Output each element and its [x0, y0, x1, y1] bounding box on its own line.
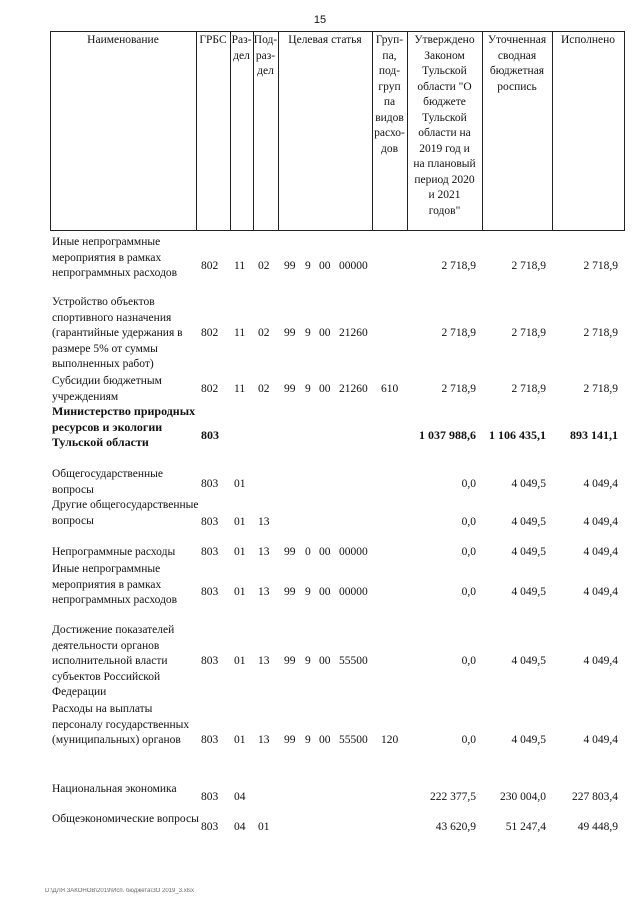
row-target-4: 00000 [339, 260, 368, 272]
row-name: Устройство объектов спортивного назначения (гарантийные удержания в размере 5% от суммы выполненных работ) [52, 296, 183, 370]
row-approved: 0,0 [461, 546, 476, 558]
row-podrazdel: 13 [258, 586, 270, 598]
col-divider [278, 31, 279, 231]
header-razdel: Раз- дел [231, 34, 252, 62]
row-grbs: 803 [201, 655, 219, 667]
row-name: Другие общегосударственные вопросы [52, 499, 199, 527]
row-executed: 4 049,4 [583, 516, 618, 528]
row-grbs: 803 [201, 791, 219, 803]
row-refined: 4 049,5 [511, 655, 546, 667]
row-approved: 222 377,5 [430, 791, 476, 803]
row-refined: 230 004,0 [500, 791, 546, 803]
col-divider [50, 31, 51, 231]
row-razdel: 11 [234, 383, 246, 395]
row-podrazdel: 02 [258, 260, 270, 272]
row-target-1: 99 [284, 734, 296, 746]
header-podrazdel: Под- раз- дел [253, 34, 278, 77]
row-expense-group: 120 [381, 734, 399, 746]
row-name: Общегосударственные вопросы [52, 468, 164, 496]
row-grbs: 802 [201, 383, 219, 395]
row-name: Достижение показателей деятельности органов исполнительной власти субъектов Российской Федерации [52, 624, 175, 698]
row-executed: 4 049,4 [583, 586, 618, 598]
row-executed: 893 141,1 [570, 428, 618, 442]
row-grbs: 803 [201, 428, 219, 442]
row-podrazdel: 13 [258, 516, 270, 528]
row-refined: 4 049,5 [511, 546, 546, 558]
col-divider [624, 31, 625, 231]
header-name: Наименование [87, 34, 159, 46]
row-target-2: 9 [305, 655, 311, 667]
row-razdel: 01 [234, 655, 246, 667]
row-refined: 2 718,9 [511, 327, 546, 339]
row-podrazdel: 13 [258, 734, 270, 746]
row-name: Министерство природных ресурсов и экологии Тульской области [52, 404, 196, 449]
row-podrazdel: 13 [258, 546, 270, 558]
row-podrazdel: 02 [258, 327, 270, 339]
row-name: Иные непрограммные мероприятия в рамках непрограммных расходов [52, 563, 178, 606]
row-refined: 51 247,4 [505, 821, 546, 833]
row-razdel: 11 [234, 327, 246, 339]
row-grbs: 803 [201, 546, 219, 558]
row-podrazdel: 13 [258, 655, 270, 667]
row-name: Субсидии бюджетным учреждениям [52, 375, 162, 403]
row-target-4: 21260 [339, 383, 368, 395]
row-approved: 43 620,9 [435, 821, 476, 833]
row-target-2: 9 [305, 383, 311, 395]
header-target-article: Целевая статья [288, 34, 362, 46]
row-refined: 4 049,5 [511, 586, 546, 598]
row-podrazdel: 02 [258, 383, 270, 395]
row-executed: 2 718,9 [583, 327, 618, 339]
row-target-3: 00 [319, 586, 331, 598]
row-refined: 2 718,9 [511, 383, 546, 395]
row-target-4: 55500 [339, 655, 368, 667]
row-approved: 0,0 [461, 586, 476, 598]
row-grbs: 803 [201, 516, 219, 528]
row-razdel: 01 [234, 546, 246, 558]
row-name: Непрограммные расходы [52, 546, 176, 558]
row-approved: 2 718,9 [441, 383, 476, 395]
row-approved: 0,0 [461, 655, 476, 667]
row-target-1: 99 [284, 546, 296, 558]
row-razdel: 11 [234, 260, 246, 272]
page-number: 15 [313, 14, 327, 26]
row-name: Национальная экономика [52, 783, 177, 795]
row-grbs: 803 [201, 478, 219, 490]
row-target-1: 99 [284, 327, 296, 339]
row-target-3: 00 [319, 327, 331, 339]
row-razdel: 01 [234, 478, 246, 490]
row-executed: 2 718,9 [583, 383, 618, 395]
row-target-1: 99 [284, 586, 296, 598]
row-executed: 2 718,9 [583, 260, 618, 272]
row-target-1: 99 [284, 260, 296, 272]
header-executed: Исполнено [560, 34, 616, 46]
row-target-2: 9 [305, 260, 311, 272]
row-target-3: 00 [319, 383, 331, 395]
row-grbs: 802 [201, 327, 219, 339]
row-approved: 0,0 [461, 734, 476, 746]
row-approved: 0,0 [461, 516, 476, 528]
row-refined: 2 718,9 [511, 260, 546, 272]
row-razdel: 04 [234, 821, 246, 833]
row-target-3: 00 [319, 546, 331, 558]
row-razdel: 01 [234, 734, 246, 746]
table-header [50, 31, 624, 231]
header-bottom-border [50, 230, 624, 231]
footer-file-path: D:\ДЛЯ ЗАКОНОВ\2019\Исп. бюджета\ЗО 2019_3.xlsx [45, 888, 195, 894]
header-approved: Утверждено Законом Тульской области "О бюджете Тульской области на 2019 год и на плановый период 2020 и 2021 годов" [413, 34, 476, 217]
row-grbs: 802 [201, 260, 219, 272]
row-refined: 4 049,5 [511, 734, 546, 746]
row-target-4: 21260 [339, 327, 368, 339]
row-podrazdel: 01 [258, 821, 270, 833]
row-name: Расходы на выплаты персоналу государственных (муниципальных) органов [52, 703, 190, 746]
col-divider [552, 31, 553, 231]
row-refined: 1 106 435,1 [489, 428, 546, 442]
row-target-4: 00000 [339, 546, 368, 558]
row-refined: 4 049,5 [511, 516, 546, 528]
row-razdel: 04 [234, 791, 246, 803]
row-target-4: 55500 [339, 734, 368, 746]
header-grbs: ГРБС [199, 34, 227, 46]
row-approved: 0,0 [461, 478, 476, 490]
row-approved: 2 718,9 [441, 327, 476, 339]
row-executed: 49 448,9 [577, 821, 618, 833]
row-grbs: 803 [201, 821, 219, 833]
row-approved: 2 718,9 [441, 260, 476, 272]
row-target-2: 9 [305, 586, 311, 598]
row-target-2: 0 [305, 546, 311, 558]
row-target-4: 00000 [339, 586, 368, 598]
row-executed: 4 049,4 [583, 478, 618, 490]
col-divider [196, 31, 197, 231]
row-razdel: 01 [234, 516, 246, 528]
row-name: Иные непрограммные мероприятия в рамках непрограммных расходов [52, 236, 178, 279]
row-grbs: 803 [201, 734, 219, 746]
row-approved: 1 037 988,6 [419, 428, 476, 442]
row-target-3: 00 [319, 655, 331, 667]
row-name: Общеэкономические вопросы [52, 813, 199, 825]
row-executed: 4 049,4 [583, 655, 618, 667]
row-target-3: 00 [319, 260, 331, 272]
row-target-2: 9 [305, 734, 311, 746]
header-top-border [50, 31, 624, 32]
row-razdel: 01 [234, 586, 246, 598]
row-target-3: 00 [319, 734, 331, 746]
row-executed: 4 049,4 [583, 546, 618, 558]
row-executed: 4 049,4 [583, 734, 618, 746]
header-refined: Уточненная сводная бюджетная роспись [487, 34, 547, 93]
row-target-1: 99 [284, 655, 296, 667]
row-target-1: 99 [284, 383, 296, 395]
row-refined: 4 049,5 [511, 478, 546, 490]
header-expense-group: Груп- па, под- груп па видов расхо- дов [374, 34, 405, 155]
row-executed: 227 803,4 [572, 791, 618, 803]
row-expense-group: 610 [381, 383, 399, 395]
row-grbs: 803 [201, 586, 219, 598]
row-target-2: 9 [305, 327, 311, 339]
